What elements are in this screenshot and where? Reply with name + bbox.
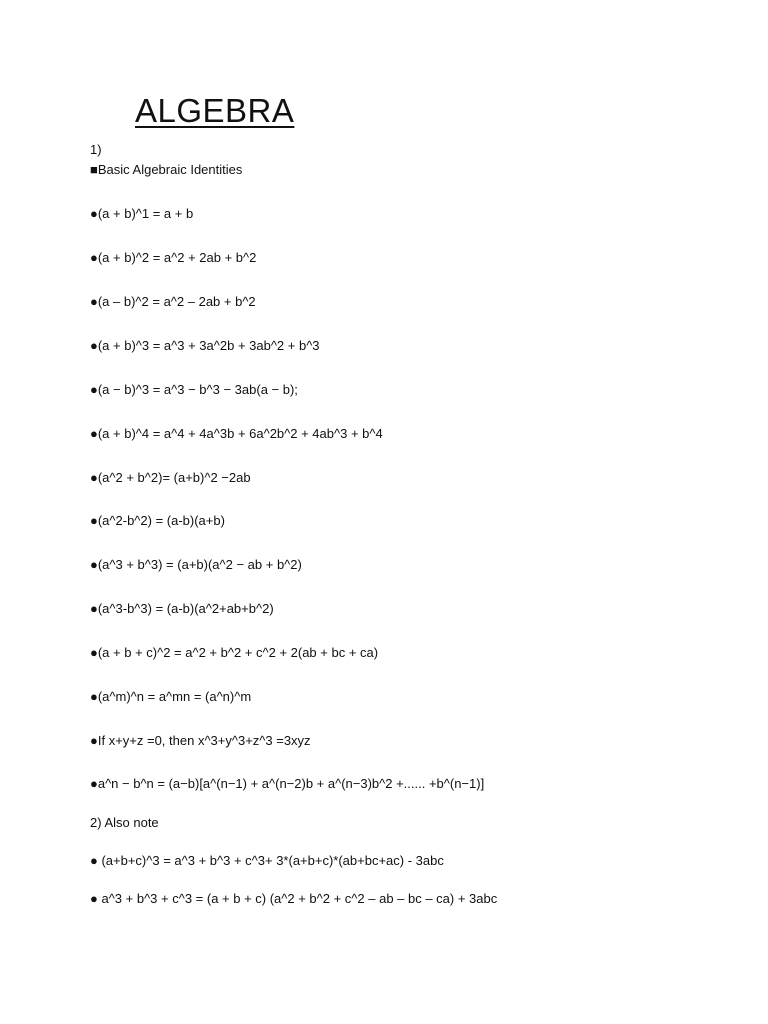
identity-item: ●(a^2-b^2) = (a-b)(a+b): [90, 513, 225, 528]
identity-item: ●(a − b)^3 = a^3 − b^3 − 3ab(a − b);: [90, 382, 298, 397]
identity-item: ●(a + b)^1 = a + b: [90, 206, 194, 221]
identity-item: ● (a+b+c)^3 = a^3 + b^3 + c^3+ 3*(a+b+c)*(ab+bc+ac) - 3abc: [90, 853, 444, 868]
identity-item: ●(a + b + c)^2 = a^2 + b^2 + c^2 + 2(ab + bc + ca): [90, 645, 379, 660]
section-heading: 2) Also note: [90, 815, 159, 830]
identity-item: ●(a + b)^4 = a^4 + 4a^3b + 6a^2b^2 + 4ab^3 + b^4: [90, 426, 383, 441]
section-number: 1): [90, 142, 102, 157]
identity-item: ●(a + b)^3 = a^3 + 3a^2b + 3ab^2 + b^3: [90, 338, 320, 353]
identity-item: ●(a^3 + b^3) = (a+b)(a^2 − ab + b^2): [90, 557, 302, 572]
identity-item: ●(a^m)^n = a^mn = (a^n)^m: [90, 689, 252, 704]
identity-item: ● a^3 + b^3 + c^3 = (a + b + c) (a^2 + b^2 + c^2 – ab – bc – ca) + 3abc: [90, 891, 498, 906]
identity-item: ●(a^2 + b^2)= (a+b)^2 −2ab: [90, 470, 251, 485]
page-title: ALGEBRA: [135, 92, 295, 129]
section-heading: ■Basic Algebraic Identities: [90, 162, 243, 177]
identity-item: ●(a – b)^2 = a^2 – 2ab + b^2: [90, 294, 256, 309]
identity-item: ●If x+y+z =0, then x^3+y^3+z^3 =3xyz: [90, 733, 311, 748]
identity-item: ●a^n − b^n = (a−b)[a^(n−1) + a^(n−2)b + a^(n−3)b^2 +...... +b^(n−1)]: [90, 776, 485, 791]
identity-item: ●(a + b)^2 = a^2 + 2ab + b^2: [90, 250, 257, 265]
identity-item: ●(a^3-b^3) = (a-b)(a^2+ab+b^2): [90, 601, 274, 616]
